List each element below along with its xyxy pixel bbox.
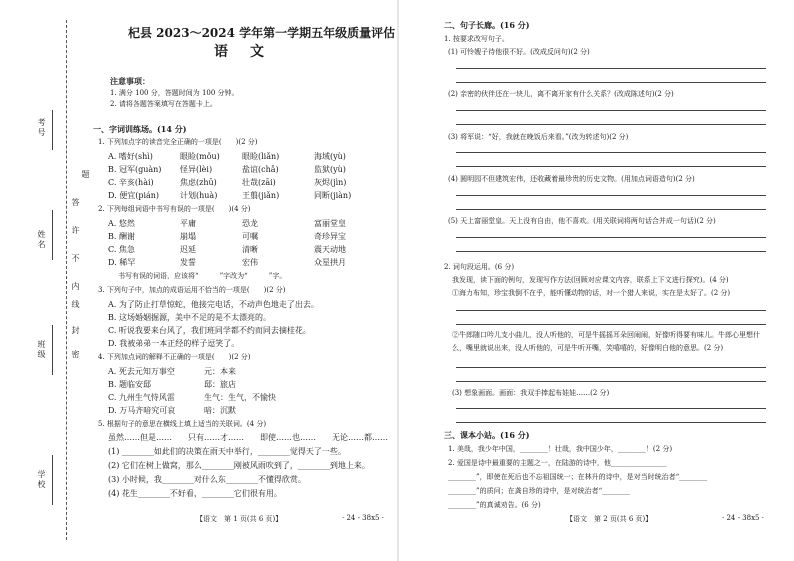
q5-line: (3) 小时候，我________对什么东________不懂得欣赏。 (108, 475, 306, 484)
q2-option: C. 焦急 (108, 245, 135, 254)
q2-option: 平庸 (180, 219, 196, 228)
q2-stem: 2. 下列每组词语中书写有误的一项是( )(4 分) (98, 205, 251, 213)
margin-label-school: 学校 (37, 470, 46, 490)
q2-option: 清晰 (242, 245, 258, 254)
q2-option: 崩塌 (180, 232, 196, 241)
seal-char: 线 (71, 300, 80, 310)
answer-line (456, 367, 766, 368)
seal-dashed-line (66, 20, 67, 540)
q4-stem: 4. 下列加点词的解释不正确的一项是( )(2 分) (98, 353, 251, 361)
rewrite-item: (2) 亲密的伙伴还在一块儿，离不离开家有什么关系？(改成陈述句)(2 分) (448, 90, 674, 98)
q2-option: 恐龙 (242, 219, 258, 228)
answer-line (456, 68, 766, 69)
exam-number-line (52, 110, 53, 150)
s2-q2-item: (3) 想象画面。画面：我双手捧起布娃娃……(2 分) (452, 389, 610, 397)
q2-option: 可嘱 (242, 232, 258, 241)
rewrite-item: (1) 可怜嫂子待他很不好。(改成反问句)(2 分) (448, 48, 590, 56)
q2-option: 震天动地 (314, 245, 346, 254)
q5-word-bank: 虽然……但是…… 只有……才…… 即使……也…… 无论……都…… (108, 433, 388, 442)
q3-stem: 3. 下列句子中，加点的成语运用不恰当的一项是( )(2 分) (98, 286, 286, 294)
s2-q2-intro: 我发现，读下面的例句，发现写作方法(回顾对应课文内容，联系上下文进行探究)。(4 分) (452, 276, 729, 284)
q4-option: A. 死去元知万事空 (108, 367, 175, 376)
q3-option: A. 为了防止打草惊蛇，他接完电话，不动声色地走了出去。 (108, 300, 319, 309)
q3-option: D. 我被弟弟一本正经的样子逗笑了。 (108, 339, 240, 348)
q2-note: 书写有误的词语，应该将“ ”字改为“ ”字。 (118, 272, 287, 280)
answer-line (456, 152, 766, 153)
name-line (52, 210, 53, 260)
q4-meaning: 元：本来 (204, 367, 236, 376)
answer-line (456, 381, 766, 382)
q1-option: 同断(jiàn) (314, 191, 352, 200)
q2-option: 宏伟 (242, 258, 258, 267)
s2-q1-stem: 1. 按要求改写句子。 (444, 35, 509, 43)
seal-char: 答 (71, 198, 80, 208)
q5-stem: 5. 根据句子的意思在横线上填上适当的关联词。(4 分) (98, 420, 267, 428)
q4-meaning: 生气：生气，不愉快 (204, 393, 276, 402)
seal-char: 题 (81, 170, 90, 180)
q4-option: B. 题临安邸 (108, 380, 151, 389)
q2-option: A. 悠然 (108, 219, 135, 228)
q2-option: 发誓 (180, 258, 196, 267)
seal-char: 封 (71, 326, 80, 336)
q3-option: B. 这场婚姻掘源，美中不足的是不太漂亮的。 (108, 313, 271, 322)
footer-page-right: 【语文 第 2 页(共 6 页)】 (566, 515, 653, 523)
answer-line (456, 310, 766, 311)
seal-char: 密 (71, 350, 80, 360)
q2-option: 迟延 (180, 245, 196, 254)
s2-q2-item: ②牛郎随口吟儿支小曲儿，没人听他的，可是牛摇摇耳朵回闹闹，好像听得要有味儿。牛郎心里想什么，嘴里就说出来，没人听他的，可是牛听开嘴，笑嘻嘻的，好像明白他的意思。(2 分) (452, 331, 760, 352)
q1-option: 壮哉(zāi) (242, 178, 276, 187)
s3-item: ________”的真诚劝告。(6 分) (448, 501, 541, 509)
q5-line: (2) 它们在树上做窝，那么________刚被风雨吹到了，________到地上来。 (108, 461, 370, 470)
s3-item: 2. 爱国是诗中最重要的主题之一，在陆游的诗中，他________________ (448, 459, 667, 467)
binding-margin (0, 0, 92, 561)
q5-line: (1) ________如此们的决策在雨天中举行，________觉得天了一些。 (108, 447, 346, 456)
answer-line (456, 324, 766, 325)
answer-line (456, 82, 766, 83)
school-line (52, 455, 53, 505)
q1-option: 灰烬(jìn) (314, 178, 347, 187)
s2-q2-stem: 2. 词句段运用。(6 分) (444, 263, 515, 271)
q1-option: D. 便宜(pián) (108, 191, 160, 200)
q1-option: B. 冠军(guàn) (108, 165, 162, 174)
exam-title: 杞县 2023～2024 学年第一学期五年级质量评估 (128, 26, 396, 40)
answer-line (456, 166, 766, 167)
q2-option: 富丽堂皇 (314, 219, 346, 228)
q1-option: 王翦(jiǎn) (242, 191, 280, 200)
q1-option: A. 嗜好(shì) (108, 152, 153, 161)
q2-option: B. 酬谢 (108, 232, 135, 241)
q5-line: (4) 花生________不好看，________它们很有用。 (108, 489, 282, 498)
class-line (52, 325, 53, 375)
answer-line (456, 195, 766, 196)
q1-stem: 1. 下列加点字的读音完全正确的一项是( )(2 分) (98, 138, 258, 146)
notes-heading: 注意事项： (110, 76, 150, 86)
q4-option: D. 万马齐喑究可哀 (108, 406, 176, 415)
q2-option: 奇珍异宝 (314, 232, 346, 241)
answer-line (456, 408, 766, 409)
q1-option: 焦虑(zhū) (180, 178, 217, 187)
section2-heading: 二、句子长廊。(16 分) (444, 20, 530, 30)
page-fold (397, 0, 399, 561)
section1-heading: 一、字词训练场。(14 分) (93, 124, 187, 134)
answer-line (456, 124, 766, 125)
s3-item: ________”，即使在死后也不忘祖国统一；在林升的诗中，是对当时统治者“________ (448, 473, 708, 481)
q1-option: 眼睑(mǒu) (180, 152, 220, 161)
section3-heading: 三、课本小站。(16 分) (444, 430, 530, 440)
q1-option: C. 辛亥(hài) (108, 178, 154, 187)
q2-option: 众星拱月 (314, 258, 346, 267)
footer-page-left: 【语文 第 1 页(共 6 页)】 (196, 515, 283, 523)
margin-label-class: 班级 (37, 340, 46, 360)
footer-code-left: · 24 - 38x5 · (342, 514, 384, 522)
answer-line (456, 110, 766, 111)
seal-char: 不 (71, 254, 80, 264)
margin-label-exam-number: 考号 (37, 118, 46, 138)
footer-code-right: · 24 - 38x5 · (722, 514, 764, 522)
answer-line (456, 209, 766, 210)
seal-char: 许 (71, 226, 80, 236)
rewrite-item: (3) 将军说：“好，我就在晚饭后来看。”(改为转述句)(2 分) (448, 133, 629, 141)
q4-option: C. 九州生气恃风雷 (108, 393, 175, 402)
margin-label-name: 姓名 (37, 230, 46, 250)
q1-option: 海域(yù) (314, 152, 346, 161)
s3-item: ________”的质问；在龚自珍的诗中，是对统治者“________ (448, 487, 631, 495)
seal-char: 内 (71, 282, 80, 292)
q2-option: D. 稀罕 (108, 258, 136, 267)
q1-option: 盐谊(chǎ) (242, 165, 279, 174)
rewrite-item: (5) 天上富丽堂皇。天上没有自由，他不喜欢。(用关联词将两句话合并成一句话)(2 分) (448, 217, 716, 225)
q3-option: C. 听说我要来台风了，我们班同学都不约而同去摘桂花。 (108, 326, 311, 335)
q1-option: 计划(huà) (180, 191, 218, 200)
q4-meaning: 喑：沉默 (204, 406, 236, 415)
answer-line (456, 422, 766, 423)
subject-title: 语 文 (214, 44, 268, 60)
answer-line (456, 251, 766, 252)
q1-option: 怪异(lèi) (180, 165, 213, 174)
q4-meaning: 邸：旅店 (204, 380, 236, 389)
notes-item: 1. 满分 100 分，答题时间为 100 分钟。 (110, 89, 239, 97)
s3-item: 1. 美哉，我少年中国，________！壮哉，我中国少年，________！(2 分) (448, 445, 673, 453)
q1-option: 监狱(yù) (314, 165, 346, 174)
answer-line (456, 237, 766, 238)
q1-option: 眼睑(liǎn) (242, 152, 280, 161)
notes-item: 2. 请将各题答案填写在答题卡上。 (110, 100, 217, 108)
s2-q2-item: ①海力布知，珍宝我倒不在乎，能听懂动物的话，对一个猎人来说，实在是太好了。(2 分) (452, 289, 731, 297)
rewrite-item: (4) 圆明园不但建筑宏伟，还收藏着最珍贵的历史文物。(用加点词语造句)(2 分) (448, 175, 695, 183)
